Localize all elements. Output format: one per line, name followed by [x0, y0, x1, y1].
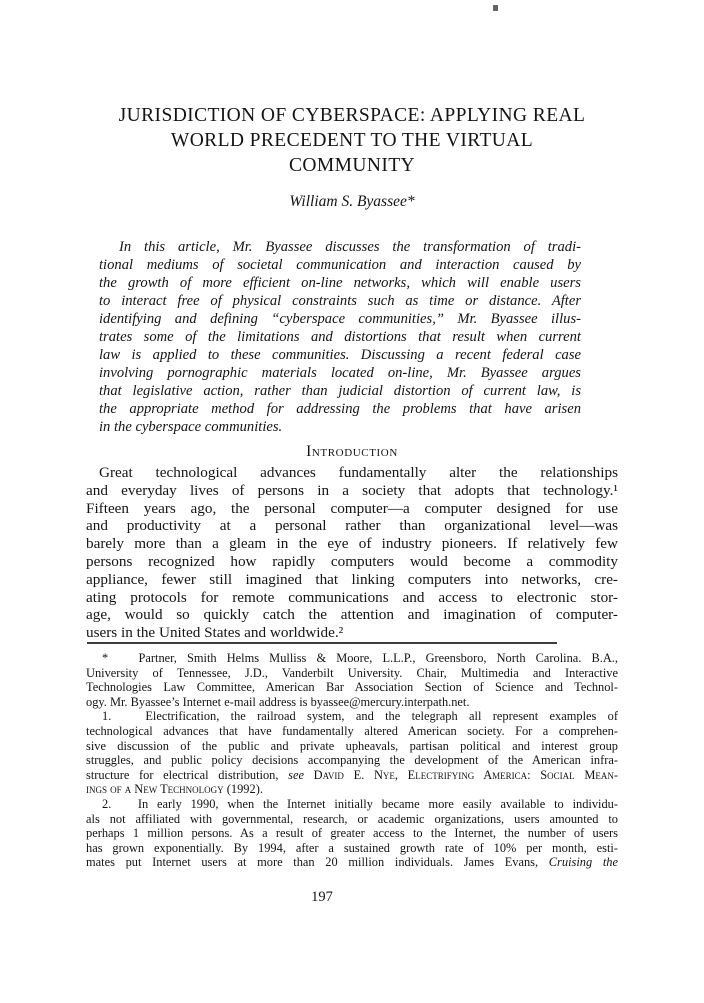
body-line: and everyday lives of persons in a society that adopts that technology.¹ [86, 481, 618, 499]
citation-text: (1992). [223, 782, 263, 797]
body-line: Great technological advances fundamentally alter the relationships [99, 464, 618, 481]
abstract-line: in the cyberspace communities. [99, 419, 283, 435]
footnote-line: has grown exponentially. By 1994, after a sustained growth rate of 10% per month, esti- [86, 840, 618, 855]
body-line: age, would so quickly catch the attention and imagination of computer- [86, 606, 618, 624]
abstract-line: that legislative action, rather than judicial distortion of current law, is [99, 383, 581, 399]
title-line: WORLD PRECEDENT TO THE VIRTUAL [170, 130, 534, 151]
abstract-line: the appropriate method for addressing the problems that have arisen [99, 401, 581, 417]
body-line: and productivity at a personal rather than organizational level—was [86, 517, 618, 535]
citation-text: structure for electrical distribution, [86, 767, 289, 782]
abstract-line: identifying and defining “cyberspace communities,” Mr. Byassee illus- [99, 311, 581, 327]
footnote-line: * Partner, Smith Helms Mulliss & Moore, L.L.P., Greensboro, North Carolina. B.A., [102, 650, 618, 665]
article-title [86, 103, 618, 178]
footnote-line: technological advances that have fundamentally altered American society. For a comprehen- [86, 723, 618, 738]
body-line: barely more than a gleam in the eye of industry pioneers. If relatively few [86, 535, 618, 553]
body-line: appliance, fewer still imagined that linking computers into networks, cre- [86, 570, 618, 588]
footnote-text: mates put Internet users at more than 20 million individuals. James Evans, [86, 855, 549, 870]
title-line: JURISDICTION OF CYBERSPACE: APPLYING REAL [118, 105, 586, 126]
body-paragraph [86, 464, 618, 642]
footnote-line: 2. In early 1990, when the Internet initially became more easily available to individu- [102, 796, 618, 811]
citation-smallcaps: ings of a New Technology [86, 782, 224, 797]
footnote-1 [86, 709, 618, 797]
footnote-separator [87, 642, 557, 644]
footnote-line: Technologies Law Committee, American Bar Association Section of Science and Technol- [86, 680, 618, 695]
title-line: COMMUNITY [288, 155, 416, 176]
abstract-line: the growth of more efficient on-line networks, which will enable users [99, 275, 581, 291]
case-title-italic: Cruising the [548, 855, 618, 870]
footnote-line: 1. Electrification, the railroad system, and the telegraph all represent examples of [102, 709, 618, 724]
footnote-line: University of Tennessee, J.D., Vanderbilt University. Chair, Multimedia and Interactive [86, 665, 618, 680]
abstract-line: In this article, Mr. Byassee discusses the transformation of tradi- [119, 239, 581, 255]
author-byline: William S. Byassee* [289, 193, 415, 210]
footnote-line: als not affiliated with governmental, research, or academic organizations, users amounted to [86, 811, 618, 826]
body-line: persons recognized how rapidly computers would become a commodity [86, 552, 618, 570]
footnote-line [86, 768, 618, 783]
citation-signal: see [288, 767, 304, 782]
footnote-2 [86, 797, 618, 870]
footnote-line [86, 782, 618, 797]
abstract-line: to interact free of physical constraints such as time or distance. After [99, 293, 581, 309]
footnote-line: sive discussion of the public and private upheavals, partisan political and interest group [86, 738, 618, 753]
abstract-line: involving pornographic materials located on-line, Mr. Byassee argues [99, 365, 581, 381]
footnote-line: ogy. Mr. Byassee’s Internet e-mail address is byassee@mercury.interpath.net. [86, 694, 470, 709]
abstract [99, 238, 581, 436]
abstract-line: tional mediums of societal communication and interaction caused by [99, 257, 581, 273]
citation-smallcaps: David E. Nye, Electrifying America: Social Mean- [303, 767, 618, 782]
footnote-line [86, 855, 618, 870]
footnotes [86, 651, 618, 870]
footnote-line: struggles, and public policy decisions accompanying the development of the American infra- [86, 753, 618, 768]
body-line: Fifteen years ago, the personal computer—a computer designed for use [86, 499, 618, 517]
introduction-heading: Introduction [306, 443, 398, 460]
abstract-line: trates some of the limitations and distortions that result when current [99, 329, 581, 345]
abstract-line: law is applied to these communities. Discussing a recent federal case [99, 347, 581, 363]
page-number: 197 [311, 888, 333, 905]
body-line: users in the United States and worldwide.² [86, 624, 344, 642]
footnote-star [86, 651, 618, 709]
text-column [86, 0, 618, 905]
footnote-line: perhaps 1 million persons. As a result of greater access to the Internet, the number of users [86, 826, 618, 841]
body-line: ating protocols for remote communications and access to electronic stor- [86, 588, 618, 606]
